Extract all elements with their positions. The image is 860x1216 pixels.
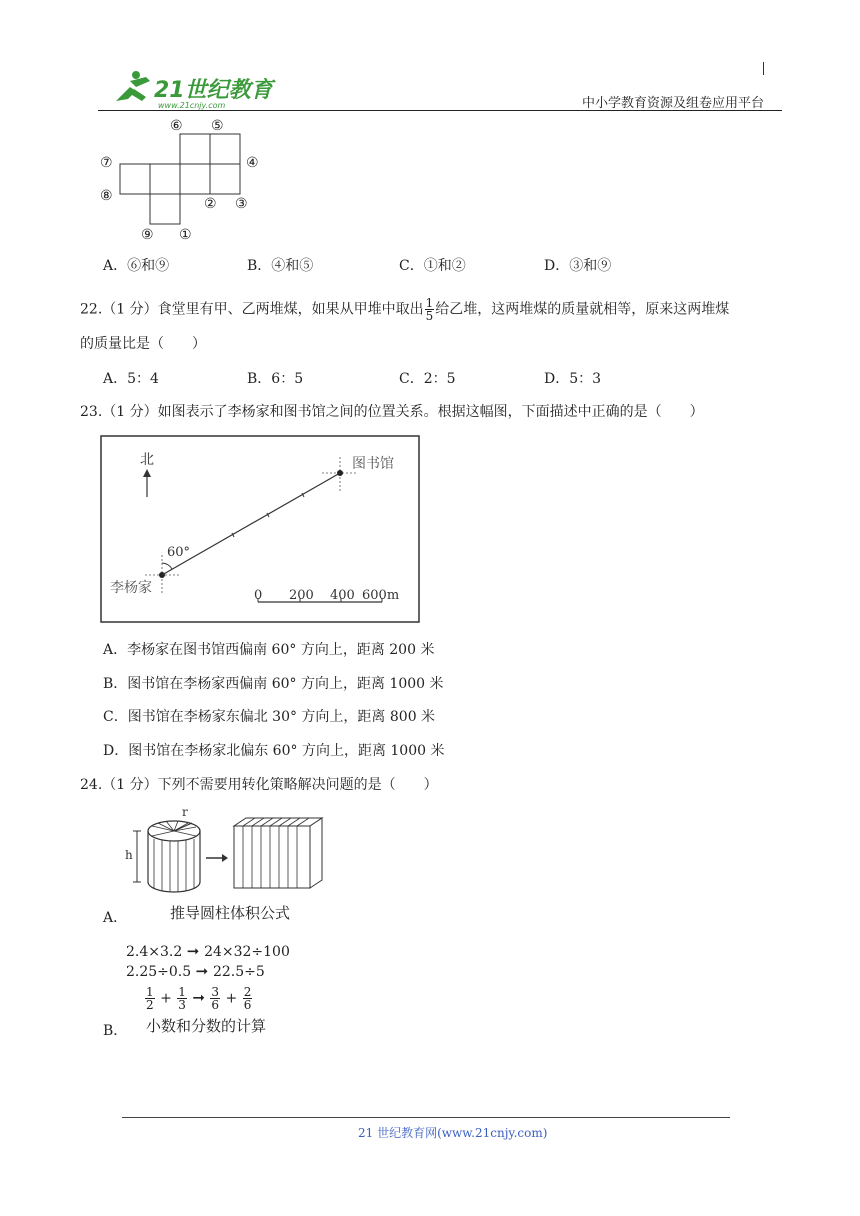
calc1-left: 2.4×3.2 <box>126 944 183 960</box>
q22-frac-den: 5 <box>425 309 434 323</box>
q22-stem-pre: 22.（1 分）食堂里有甲、乙两堆煤，如果从甲堆中取出 <box>80 301 424 318</box>
scale-400: 400 <box>330 588 355 603</box>
frac-2-6 <box>243 986 253 1011</box>
net-label-9: ⑨ <box>141 227 154 243</box>
frac-den: 6 <box>243 998 252 1012</box>
q21-option-b[interactable]: B．④和⑤ <box>247 258 314 274</box>
q22-option-a[interactable]: A．5：4 <box>103 371 159 387</box>
net-label-7: ⑦ <box>100 155 113 171</box>
q22-stem-line2: 的质量比是（ ） <box>80 336 206 352</box>
frac-num: 1 <box>178 985 186 999</box>
frac-den: 6 <box>211 998 220 1012</box>
angle-label: 60° <box>167 545 191 560</box>
q21-option-a[interactable]: A．⑥和⑨ <box>103 258 170 274</box>
calc2-right: 22.5÷5 <box>212 964 265 980</box>
north-label: 北 <box>140 452 154 468</box>
home-label: 李杨家 <box>110 580 152 596</box>
logo-url: www.21cnjy.com <box>158 101 226 110</box>
calc-row-1 <box>126 942 290 960</box>
q23-option-b[interactable]: B．图书馆在李杨家西偏南 60° 方向上，距离 1000 米 <box>103 676 444 692</box>
q23-option-a[interactable]: A．李杨家在图书馆西偏南 60° 方向上，距离 200 米 <box>103 642 435 658</box>
q23-option-d[interactable]: D．图书馆在李杨家北偏东 60° 方向上，距离 1000 米 <box>103 743 445 759</box>
plus-sign: + <box>160 990 172 1007</box>
calc-row-3 <box>144 986 253 1011</box>
header-marker <box>763 62 764 75</box>
q22-stem-post: 给乙堆，这两堆煤的质量就相等，原来这两堆煤 <box>435 301 730 318</box>
frac-num: 1 <box>146 985 154 999</box>
cylinder-transform-figure <box>122 806 332 894</box>
arrow-icon: ➞ <box>195 962 213 980</box>
scale-200: 200 <box>289 588 314 603</box>
frac-1-2 <box>145 986 155 1011</box>
frac-den: 3 <box>178 998 186 1012</box>
net-label-8: ⑧ <box>100 188 113 204</box>
library-label: 图书馆 <box>352 456 394 472</box>
net-label-5: ⑤ <box>211 118 224 134</box>
q24-option-a-letter[interactable]: A． <box>103 910 128 926</box>
q24-option-b-letter[interactable]: B． <box>103 1023 128 1039</box>
arrow-icon: ➞ <box>192 988 205 1007</box>
q22-option-b[interactable]: B．6：5 <box>247 371 304 387</box>
frac-den: 2 <box>146 998 154 1012</box>
footer-link[interactable]: 21 世纪教育网(www.21cnjy.com) <box>358 1126 548 1140</box>
calc-row-2 <box>126 962 265 980</box>
net-label-3: ③ <box>235 196 248 212</box>
arrow-icon: ➞ <box>186 942 205 960</box>
q22-option-c[interactable]: C．2：5 <box>399 371 456 387</box>
q24-stem: 24.（1 分）下列不需要用转化策略解决问题的是（ ） <box>80 777 438 793</box>
scale-600m: 600m <box>362 588 400 603</box>
q22-option-d[interactable]: D．5：3 <box>544 371 602 387</box>
q23-map-figure <box>100 435 422 625</box>
logo-text: 21世纪教育 <box>154 78 273 103</box>
header-rule <box>98 110 782 111</box>
q22-frac-num: 1 <box>425 296 434 310</box>
q22-fraction <box>425 297 435 322</box>
frac-3-6 <box>210 986 220 1011</box>
q24-option-b-caption: 小数和分数的计算 <box>146 1017 267 1035</box>
frac-num: 3 <box>211 985 220 999</box>
q22-stem <box>80 297 729 322</box>
scale-0: 0 <box>254 588 263 603</box>
net-label-2: ② <box>204 196 217 212</box>
frac-num: 2 <box>243 985 252 999</box>
cylinder-h-label: h <box>125 848 133 862</box>
calc2-left: 2.25÷0.5 <box>126 964 192 980</box>
platform-name: 中小学教育资源及组卷应用平台 <box>581 96 764 111</box>
q24-option-a-caption: 推导圆柱体积公式 <box>170 904 291 922</box>
footer-rule <box>122 1117 730 1118</box>
q21-option-d[interactable]: D．③和⑨ <box>544 258 612 274</box>
q23-option-c[interactable]: C．图书馆在李杨家东偏北 30° 方向上，距离 800 米 <box>103 709 436 725</box>
net-label-1: ① <box>179 227 192 243</box>
calc1-right: 24×32÷100 <box>204 944 290 960</box>
cylinder-r-label: r <box>182 806 188 819</box>
net-label-4: ④ <box>246 155 259 171</box>
q21-option-c[interactable]: C．①和② <box>399 258 466 274</box>
net-label-6: ⑥ <box>170 118 183 134</box>
site-logo <box>106 67 276 111</box>
frac-1-3 <box>177 986 187 1011</box>
plus-sign: + <box>225 990 238 1007</box>
q23-stem: 23.（1 分）如图表示了李杨家和图书馆之间的位置关系。根据这幅图，下面描述中正确的是（ ） <box>80 404 704 420</box>
